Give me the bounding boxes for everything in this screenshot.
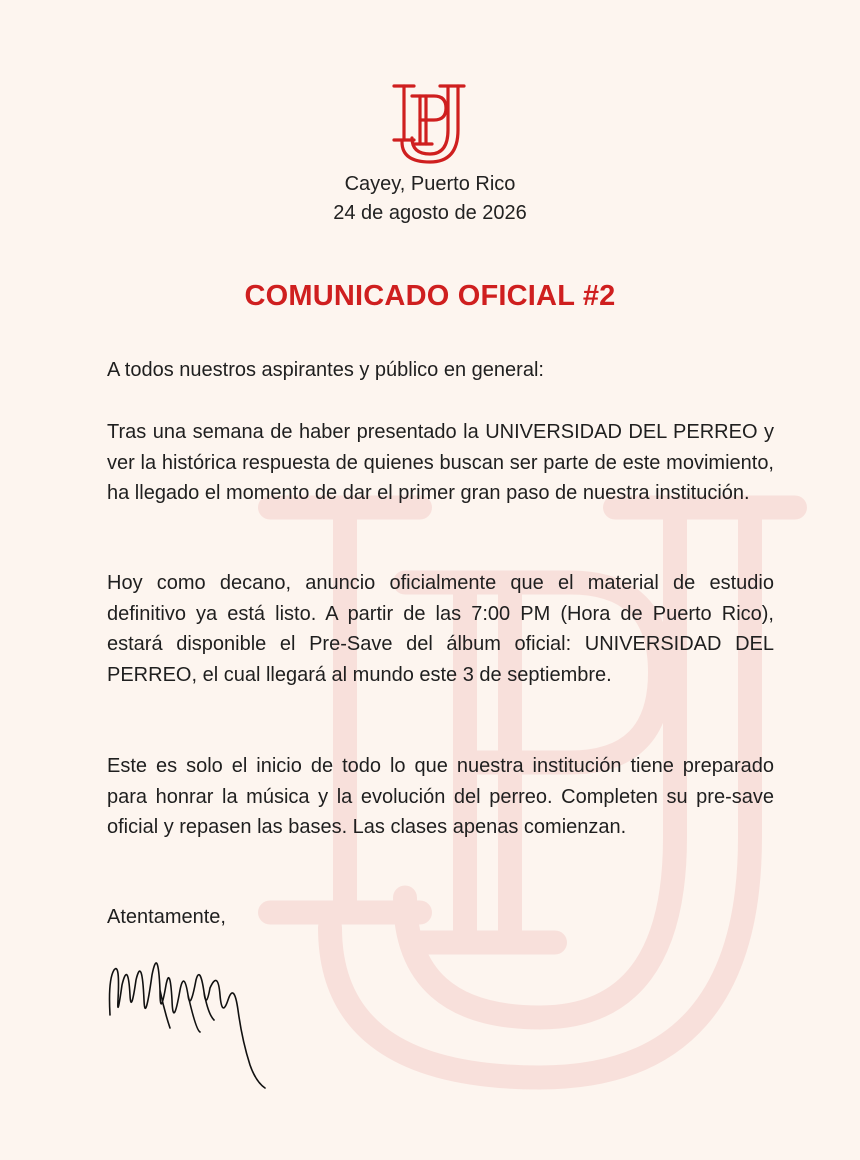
signature-icon [100,940,285,1095]
closing-text: Atentamente, [107,906,226,928]
date-text: 24 de agosto de 2026 [333,202,527,224]
monogram-logo-icon [386,82,474,168]
location-text: Cayey, Puerto Rico [344,173,516,195]
paragraph-2: Hoy como decano, anuncio oficialmente que el material de estudio definitivo ya está listo. A partir de las 7:00 PM (Hora de Puerto Rico), estará disponible el Pre-Save del álbum oficial: UNIVERSIDAD DEL PERREO, el cual llegará al mundo este 3 de septiembre. [107,572,774,686]
page-title: COMUNICADO OFICIAL #2 [244,280,616,312]
paragraph-1: Tras una semana de haber presentado la UNIVERSIDAD DEL PERREO y ver la histórica respuesta de quienes buscan ser parte de este movimiento, ha llegado el momento de dar el primer gran paso de nuestra institución. [107,421,774,504]
letter-header [0,170,860,228]
greeting-text: A todos nuestros aspirantes y público en general: [107,359,544,381]
paragraph-3: Este es solo el inicio de todo lo que nuestra institución tiene preparado para honrar la música y la evolución del perreo. Completen su pre-save oficial y repasen las bases. Las clases apenas comienzan. [107,755,774,838]
